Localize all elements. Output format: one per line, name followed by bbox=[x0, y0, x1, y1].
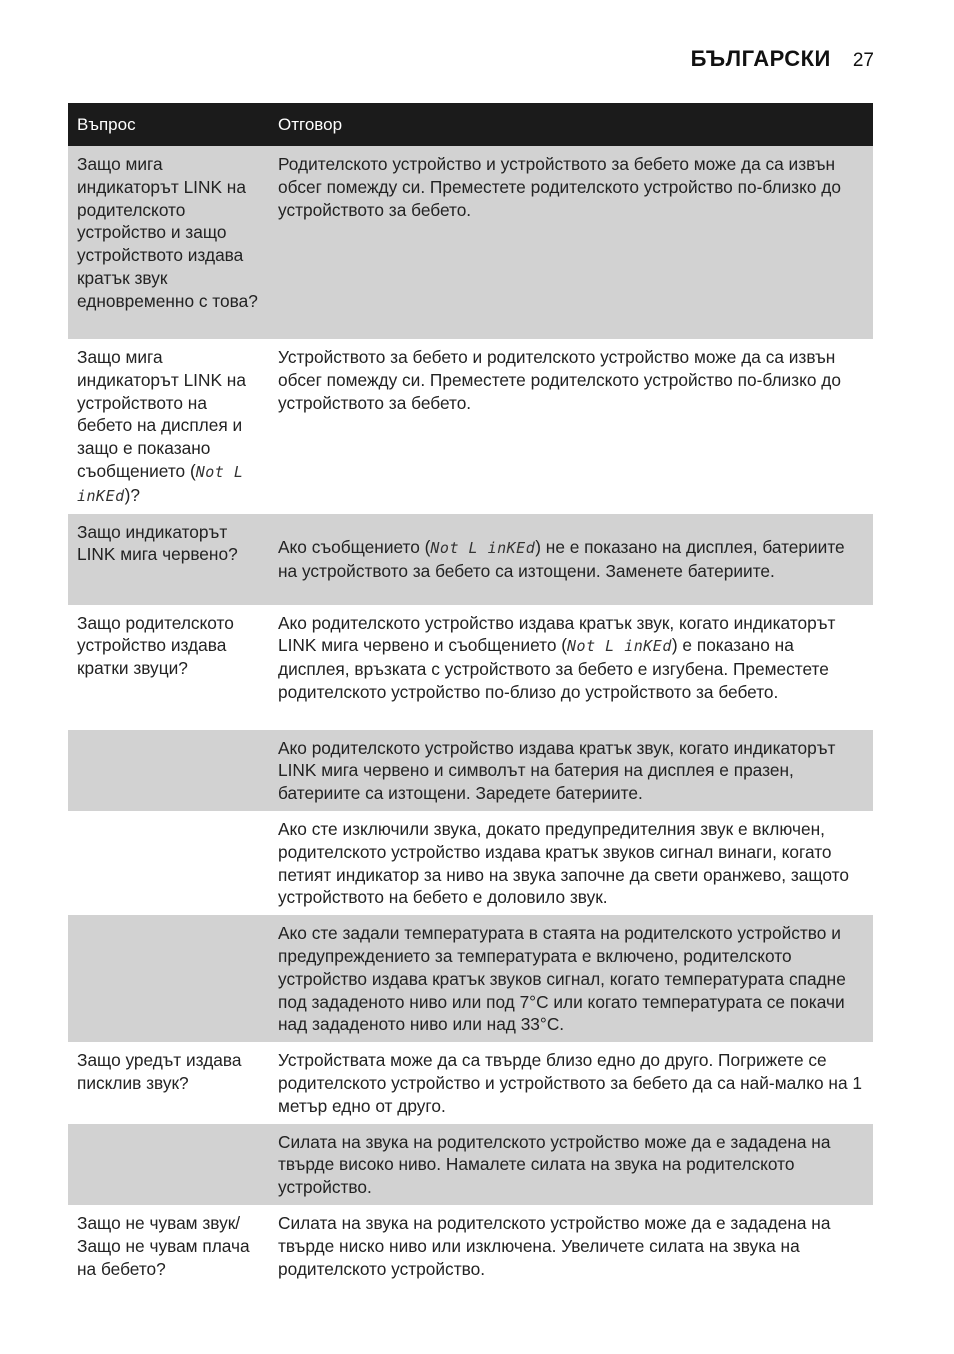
question-cell bbox=[68, 730, 269, 811]
table-row bbox=[68, 146, 873, 339]
table-header-row bbox=[68, 103, 873, 146]
answer-cell: Силата на звука на родителското устройство може да е зададена на твърде високо ниво. Намалете силата на звука на родителското устройство. bbox=[269, 1124, 873, 1205]
answer-cell: Ако сте изключили звука, докато предупредителния звук е включен, родителското устройство издава кратък звуков сигнал винаги, когато петият индикатор за ниво на звука започне да свети оранжево, защото устройството на бебето е доловило звук. bbox=[278, 818, 849, 908]
display-message: Not L inKEd bbox=[77, 462, 244, 505]
answer-cell bbox=[269, 514, 873, 605]
table-row bbox=[68, 915, 873, 1042]
question-cell: Защо не чувам звук/ Защо не чувам плача на бебето? bbox=[77, 1212, 250, 1279]
table-row bbox=[68, 811, 873, 915]
answer-text: ) не е показано на дисплея, батериите на устройството за бебето са изтощени. Заменете батериите. bbox=[278, 537, 845, 582]
answer-text: Ако родителското устройство издава кратък звук, когато индикаторът LINK мига червено и съобщението ( bbox=[278, 612, 836, 656]
table-row bbox=[68, 339, 873, 514]
answer-text: Ако съобщението ( bbox=[278, 537, 431, 558]
table-row bbox=[68, 605, 873, 730]
answer-cell: Устройствата може да са твърде близо едно до друго. Погрижете се родителското устройство и устройството за бебето да са най-малко на 1 метър едно от друго. bbox=[278, 1050, 862, 1116]
question-text: Защо мига индикаторът LINK на устройството на бебето на дисплея и защо е показано съобщението ( bbox=[77, 347, 246, 481]
table-row bbox=[68, 514, 873, 605]
column-header-question: Въпрос bbox=[68, 103, 269, 146]
page-number: 27 bbox=[852, 50, 874, 71]
question-cell: Защо мига индикаторът LINK на родителското устройство и защо устройството издава кратък звук едновременно с това? bbox=[68, 146, 269, 339]
answer-cell: Устройството за бебето и родителското устройство може да са извън обсег помежду си. Преместете родителското устройство по-близко до устройството за бебето. bbox=[278, 347, 841, 413]
answer-cell: Родителското устройство и устройството за бебето може да са извън обсег помежду си. Преместете родителското устройство по-близко до устройството за бебето. bbox=[269, 146, 873, 339]
question-text: )? bbox=[124, 484, 141, 505]
answer-cell: Ако родителското устройство издава кратък звук, когато индикаторът LINK мига червено и символът на батерия на дисплея е празен, батериите са изтощени. Заредете батериите. bbox=[269, 730, 873, 811]
answer-cell: Силата на звука на родителското устройство може да е зададена на твърде ниско ниво или изключена. Увеличете силата на звука на родителското устройство. bbox=[278, 1212, 831, 1279]
question-cell: Защо уредът издава писклив звук? bbox=[77, 1050, 242, 1093]
column-header-answer: Отговор bbox=[269, 103, 873, 146]
question-cell: Защо родителското устройство издава кратки звуци? bbox=[77, 612, 234, 679]
answer-cell: Ако сте задали температурата в стаята на родителското устройство и предупреждението за температурата е включено, родителското устройство издава кратък звуков сигнал, когато температурата спадне под зададеното ниво или под 7°C или когато температурата се покачи над зададеното ниво или над 33°C. bbox=[269, 915, 873, 1042]
table-row bbox=[68, 1042, 873, 1123]
question-cell bbox=[68, 1124, 269, 1205]
table-row bbox=[68, 730, 873, 811]
troubleshooting-table bbox=[68, 103, 873, 1286]
question-cell bbox=[68, 339, 269, 514]
question-cell: Защо индикаторът LINK мига червено? bbox=[68, 514, 269, 605]
table-row bbox=[68, 1124, 873, 1205]
display-message: Not L inKEd bbox=[567, 637, 672, 656]
page-header bbox=[691, 46, 874, 72]
display-message: Not L inKEd bbox=[430, 539, 536, 558]
answer-cell bbox=[269, 605, 873, 730]
language-heading: БЪЛГАРСКИ bbox=[690, 46, 831, 71]
question-cell bbox=[68, 811, 269, 915]
table-row bbox=[68, 1205, 873, 1286]
answer-text: ) е показано на дисплея, връзката с устройството за бебето е изгубена. Преместете родителското устройство по-близо до устройството за бебето. bbox=[278, 635, 829, 702]
question-cell bbox=[68, 915, 269, 1042]
